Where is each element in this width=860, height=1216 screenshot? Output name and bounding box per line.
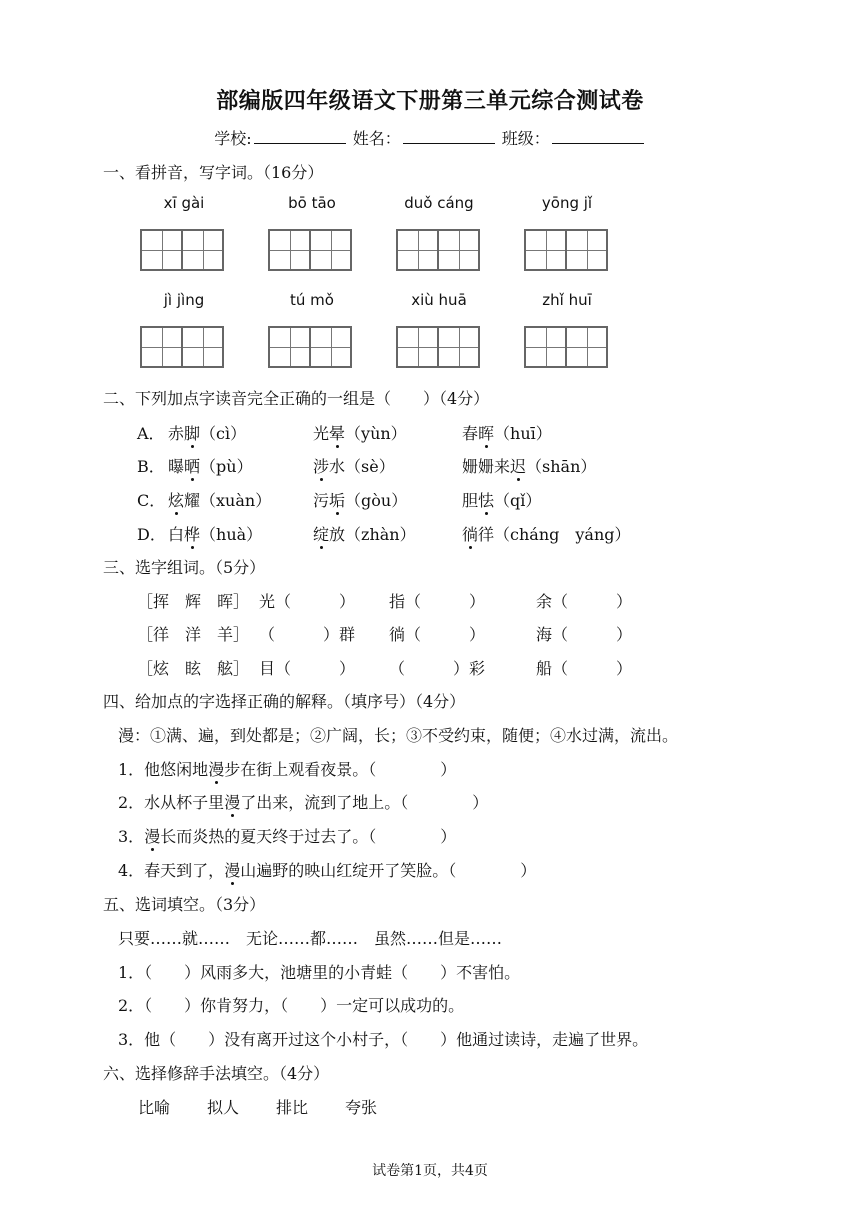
option-a-word-3: 春晖（huī） — [462, 424, 552, 443]
section-1-heading: 一、看拼音，写字词。（16分） — [103, 163, 324, 182]
pinyin-2: bō tāo — [288, 194, 336, 212]
question-4-1: 1．他悠闲地漫步在街上观看夜景。（ ） — [118, 760, 457, 779]
option-c-word-3: 胆怯（qǐ） — [462, 491, 542, 510]
option-b-word-2: 涉水（sè） — [313, 457, 395, 476]
page-title: 部编版四年级语文下册第三单元综合测试卷 — [216, 88, 644, 114]
pinyin-1: xī gài — [163, 194, 205, 212]
class-blank — [552, 129, 644, 144]
section-5-heading: 五、选词填空。（3分） — [103, 895, 266, 914]
char-options-2: ［徉 洋 羊］ — [137, 625, 250, 644]
writing-box[interactable] — [268, 326, 352, 368]
question-4-4: 4．春天到了，漫山遍野的映山红绽开了笑脸。（ ） — [118, 861, 537, 880]
option-b-word-1: 曝晒（pù） — [168, 457, 253, 476]
option-d-word-1: 白桦（huà） — [168, 525, 263, 544]
section-3-heading: 三、选字组词。（5分） — [103, 558, 266, 577]
option-d-label: D． — [137, 525, 166, 544]
writing-box[interactable] — [268, 229, 352, 271]
rhetoric-option: 排比 — [276, 1098, 309, 1117]
rhetoric-option: 比喻 — [138, 1098, 171, 1117]
connective-options: 只要……就…… 无论……都…… 虽然……但是…… — [118, 929, 503, 948]
question-5-1: 1．（ ）风雨多大，池塘里的小青蛙（ ）不害怕。 — [118, 963, 521, 982]
word-blank[interactable]: （ ）群 — [259, 625, 356, 644]
writing-box[interactable] — [140, 326, 224, 368]
definition-text: 漫：①满、遍，到处都是；②广阔，长；③不受约束，随便；④水过满，流出。 — [118, 726, 679, 745]
question-4-3: 3．漫长而炎热的夏天终于过去了。（ ） — [118, 827, 457, 846]
writing-box[interactable] — [396, 229, 480, 271]
rhetoric-option: 夸张 — [345, 1098, 378, 1117]
question-5-2: 2．（ ）你肯努力，（ ）一定可以成功的。 — [118, 996, 465, 1015]
question-4-2: 2．水从杯子里漫了出来，流到了地上。（ ） — [118, 793, 489, 812]
option-d-word-3: 徜徉（cháng yáng） — [462, 525, 631, 544]
rhetoric-option: 拟人 — [207, 1098, 240, 1117]
pinyin-4: yōng jǐ — [541, 194, 593, 212]
option-a-label: A． — [137, 424, 165, 443]
writing-box[interactable] — [524, 229, 608, 271]
section-4-heading: 四、给加点的字选择正确的解释。（填序号）（4分） — [103, 692, 466, 711]
word-blank[interactable]: 目（ ） — [259, 659, 356, 678]
class-label: 班级： — [501, 129, 550, 148]
option-c-word-1: 炫耀（xuàn） — [168, 491, 272, 510]
name-blank — [403, 129, 495, 144]
option-b-word-3: 姗姗来迟（shān） — [462, 457, 597, 476]
option-a-word-2: 光晕（yùn） — [313, 424, 407, 443]
writing-box[interactable] — [140, 229, 224, 271]
writing-box[interactable] — [396, 326, 480, 368]
word-blank[interactable]: 指（ ） — [389, 592, 486, 611]
char-options-1: ［挥 辉 晖］ — [137, 592, 250, 611]
pinyin-5: jì jìng — [163, 291, 205, 309]
option-d-word-2: 绽放（zhàn） — [313, 525, 416, 544]
option-c-word-2: 污垢（gòu） — [313, 491, 408, 510]
option-a-word-1: 赤脚（cì） — [168, 424, 247, 443]
pinyin-3: duǒ cáng — [404, 194, 474, 212]
question-5-3: 3．他（ ）没有离开过这个小村子，（ ）他通过读诗，走遍了世界。 — [118, 1030, 649, 1049]
option-c-label: C． — [137, 491, 166, 510]
school-label: 学校: — [214, 129, 252, 148]
section-6-heading: 六、选择修辞手法填空。（4分） — [103, 1064, 330, 1083]
pinyin-8: zhǐ huī — [542, 291, 592, 309]
word-blank[interactable]: 徜（ ） — [389, 625, 486, 644]
pinyin-7: xiù huā — [411, 291, 467, 309]
word-blank[interactable]: （ ）彩 — [389, 659, 486, 678]
student-info — [0, 126, 860, 149]
word-blank[interactable]: 余（ ） — [536, 592, 633, 611]
page-footer: 试卷第1页，共4页 — [372, 1163, 488, 1179]
char-options-3: ［炫 眩 舷］ — [137, 659, 250, 678]
school-blank — [254, 129, 346, 144]
writing-box[interactable] — [524, 326, 608, 368]
name-label: 姓名： — [352, 129, 401, 148]
word-blank[interactable]: 光（ ） — [259, 592, 356, 611]
pinyin-6: tú mǒ — [290, 291, 334, 309]
option-b-label: B． — [137, 457, 165, 476]
word-blank[interactable]: 船（ ） — [536, 659, 633, 678]
word-blank[interactable]: 海（ ） — [536, 625, 633, 644]
section-2-heading: 二、下列加点字读音完全正确的一组是（ ）（4分） — [103, 389, 490, 408]
